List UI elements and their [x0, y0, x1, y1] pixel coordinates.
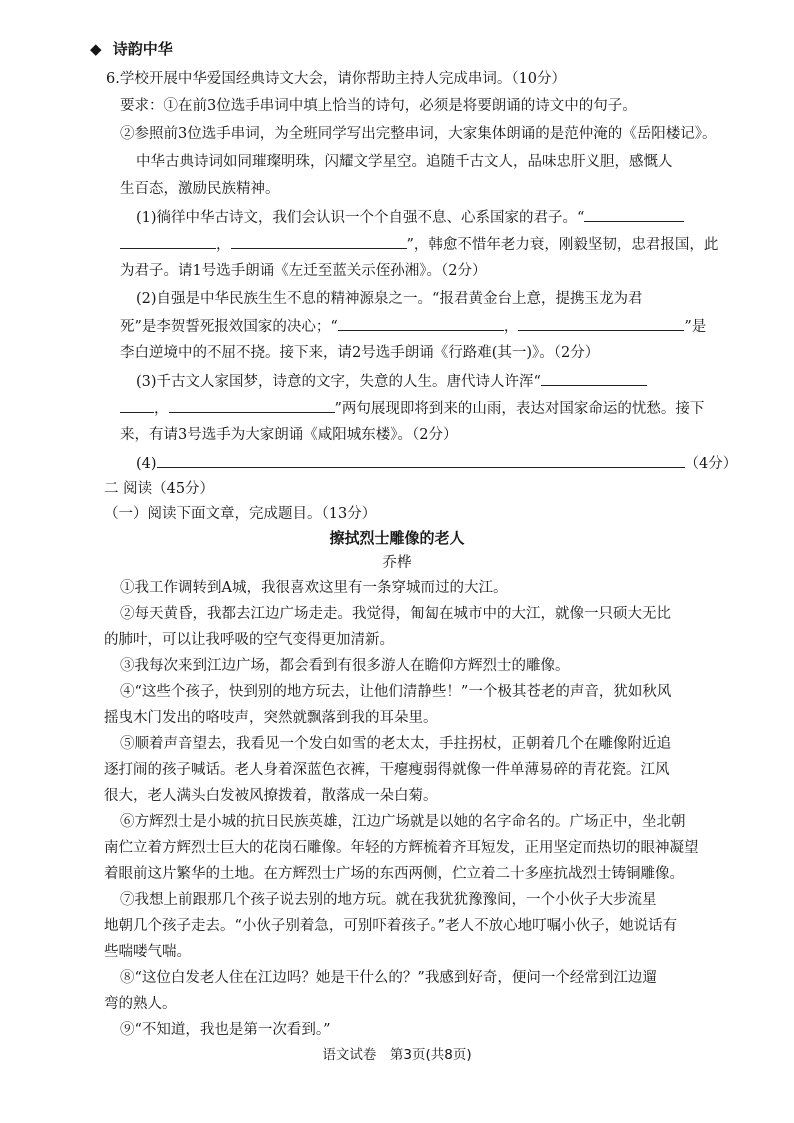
paragraph-5-line-1: ⑤顺着声音望去，我看见一个发白如雪的老太太，手拄拐杖，正朝着几个在雕像附近追 [120, 736, 671, 752]
answer-blank[interactable] [584, 207, 684, 222]
paragraph-2-line-2: 的肺叶，可以让我呼吸的空气变得更加清新。 [104, 632, 394, 648]
part2-line-3: 李白逆境中的不屈不挠。接下来，请2号选手朗诵《行路难(其一)》。（2分） [120, 345, 600, 361]
paragraph-8-line-1: ⑧“这位白发老人住在江边吗？她是干什么的？”我感到好奇，便问一个经常到江边遛 [120, 970, 657, 986]
part1-line-2 [120, 234, 780, 255]
paragraph-5-line-2: 逐打闹的孩子喊话。老人身着深蓝色衣裤，干瘪瘦弱得就像一件单薄易碎的青花瓷。江风 [104, 762, 670, 778]
paragraph-9: ⑨“不知道，我也是第一次看到。” [120, 1022, 331, 1038]
intro-line-1: 中华古典诗词如同璀璨明珠，闪耀文学星空。追随千古文人，品味忠肝义胆，感慨人 [136, 154, 673, 170]
paragraph-7-line-2: 地朝几个孩子走去。“小伙子别着急，可别吓着孩子。”老人不放心地叮嘱小伙子，她说话有 [104, 918, 678, 934]
article-title: 擦拭烈士雕像的老人 [329, 529, 465, 547]
paragraph-4-line-2: 摇曳木门发出的咯吱声，突然就飘落到我的耳朵里。 [104, 710, 438, 726]
part4-score: （4分） [684, 456, 738, 472]
section-header-poetry [90, 39, 750, 59]
answer-blank[interactable] [157, 453, 685, 468]
answer-blank[interactable] [518, 316, 684, 331]
paragraph-4-line-1: ④“这些个孩子，快到别的地方玩去，让他们清静些！”一个极其苍老的声音，犹如秋风 [120, 684, 672, 700]
paragraph-6-line-3: 着眼前这片繁华的土地。在方辉烈士广场的东西两侧，伫立着二十多座抗战烈士铸铜雕像。 [104, 866, 684, 882]
answer-blank[interactable] [120, 234, 216, 249]
part3-line-2 [120, 398, 780, 419]
paragraph-3: ③我每次来到江边广场，都会看到有很多游人在瞻仰方辉烈士的雕像。 [120, 658, 570, 674]
article-author: 乔桦 [382, 555, 412, 571]
paragraph-8-line-2: 弯的熟人。 [104, 996, 177, 1012]
question-6-stem: 6.学校开展中华爱国经典诗文大会，请你帮助主持人完成串词。（10分） [106, 71, 567, 87]
part4-number: (4) [136, 456, 157, 472]
intro-line-2: 生百态，激励民族精神。 [120, 181, 280, 197]
part2-line-2 [120, 316, 780, 337]
answer-blank[interactable] [231, 234, 407, 249]
section-reading-sub: （一）阅读下面文章，完成题目。（13分） [104, 506, 377, 522]
part1-text: ”，韩愈不惜年老力衰，刚毅坚韧，忠君报国，此 [406, 237, 719, 253]
section-reading-title: 二 阅读（45分） [104, 481, 215, 497]
paragraph-2-line-1: ②每天黄昏，我都去江边广场走走。我觉得，匍匐在城市中的大江，就像一只硕大无比 [120, 606, 671, 622]
answer-blank[interactable] [120, 398, 154, 413]
paragraph-6-line-1: ⑥方辉烈士是小城的抗日民族英雄，江边广场就是以她的名字命名的。广场正中，坐北朝 [120, 814, 686, 830]
page-footer: 语文试卷 第3页(共8页) [322, 1047, 472, 1063]
answer-blank[interactable] [541, 371, 647, 386]
paragraph-6-line-2: 南伫立着方辉烈士巨大的花岗石雕像。年轻的方辉梳着齐耳短发，正用坚定而热切的眼神凝望 [104, 840, 699, 856]
paragraph-1: ①我工作调转到A城，我很喜欢这里有一条穿城而过的大江。 [120, 580, 508, 596]
part3-line-3: 来，有请3号选手为大家朗诵《咸阳城东楼》。（2分） [120, 427, 458, 443]
part4-line [136, 453, 764, 474]
paragraph-7-line-1: ⑦我想上前跟那几个孩子说去别的地方玩。就在我犹犹豫豫间，一个小伙子大步流星 [120, 892, 657, 908]
requirement-2: ②参照前3位选手串词，为全班同学写出完整串词，大家集体朗诵的是范仲淹的《岳阳楼记》。 [120, 126, 717, 142]
part3-line-1 [136, 371, 794, 392]
paragraph-5-line-3: 很大，老人满头白发被风撩拨着，散落成一朵白菊。 [104, 788, 438, 804]
answer-blank[interactable] [169, 398, 335, 413]
part1-line-3: 为君子。请1号选手朗诵《左迁至蓝关示侄孙湘》。（2分） [120, 263, 487, 279]
paragraph-7-line-3: 些喘喽气喘。 [104, 944, 191, 960]
answer-blank[interactable] [338, 316, 504, 331]
part2-text: 死”是李贺誓死报效国家的决心；“ [120, 319, 338, 335]
part1-text: (1)徜徉中华古诗文，我们会认识一个个自强不息、心系国家的君子。“ [136, 210, 585, 226]
part1-line-1 [136, 207, 794, 228]
diamond-bullet-icon: ◆ [90, 40, 102, 58]
part3-text: (3)千古文人家国梦，诗意的文字，失意的人生。唐代诗人许浑“ [136, 374, 541, 390]
requirement-1: 要求：①在前3位选手串词中填上恰当的诗句，必须是将要朗诵的诗文中的句子。 [120, 98, 637, 114]
comma: ， [154, 401, 169, 417]
part3-text: ”两句展现即将到来的山雨，表达对国家命运的忧愁。接下 [334, 401, 705, 417]
comma: ， [216, 237, 231, 253]
section-title: 诗韵中华 [112, 40, 173, 58]
part2-text: ”是 [684, 319, 707, 335]
part2-line-1: (2)自强是中华民族生生不息的精神源泉之一。“报君黄金台上意，提携玉龙为君 [136, 291, 643, 307]
comma: ， [503, 319, 519, 335]
